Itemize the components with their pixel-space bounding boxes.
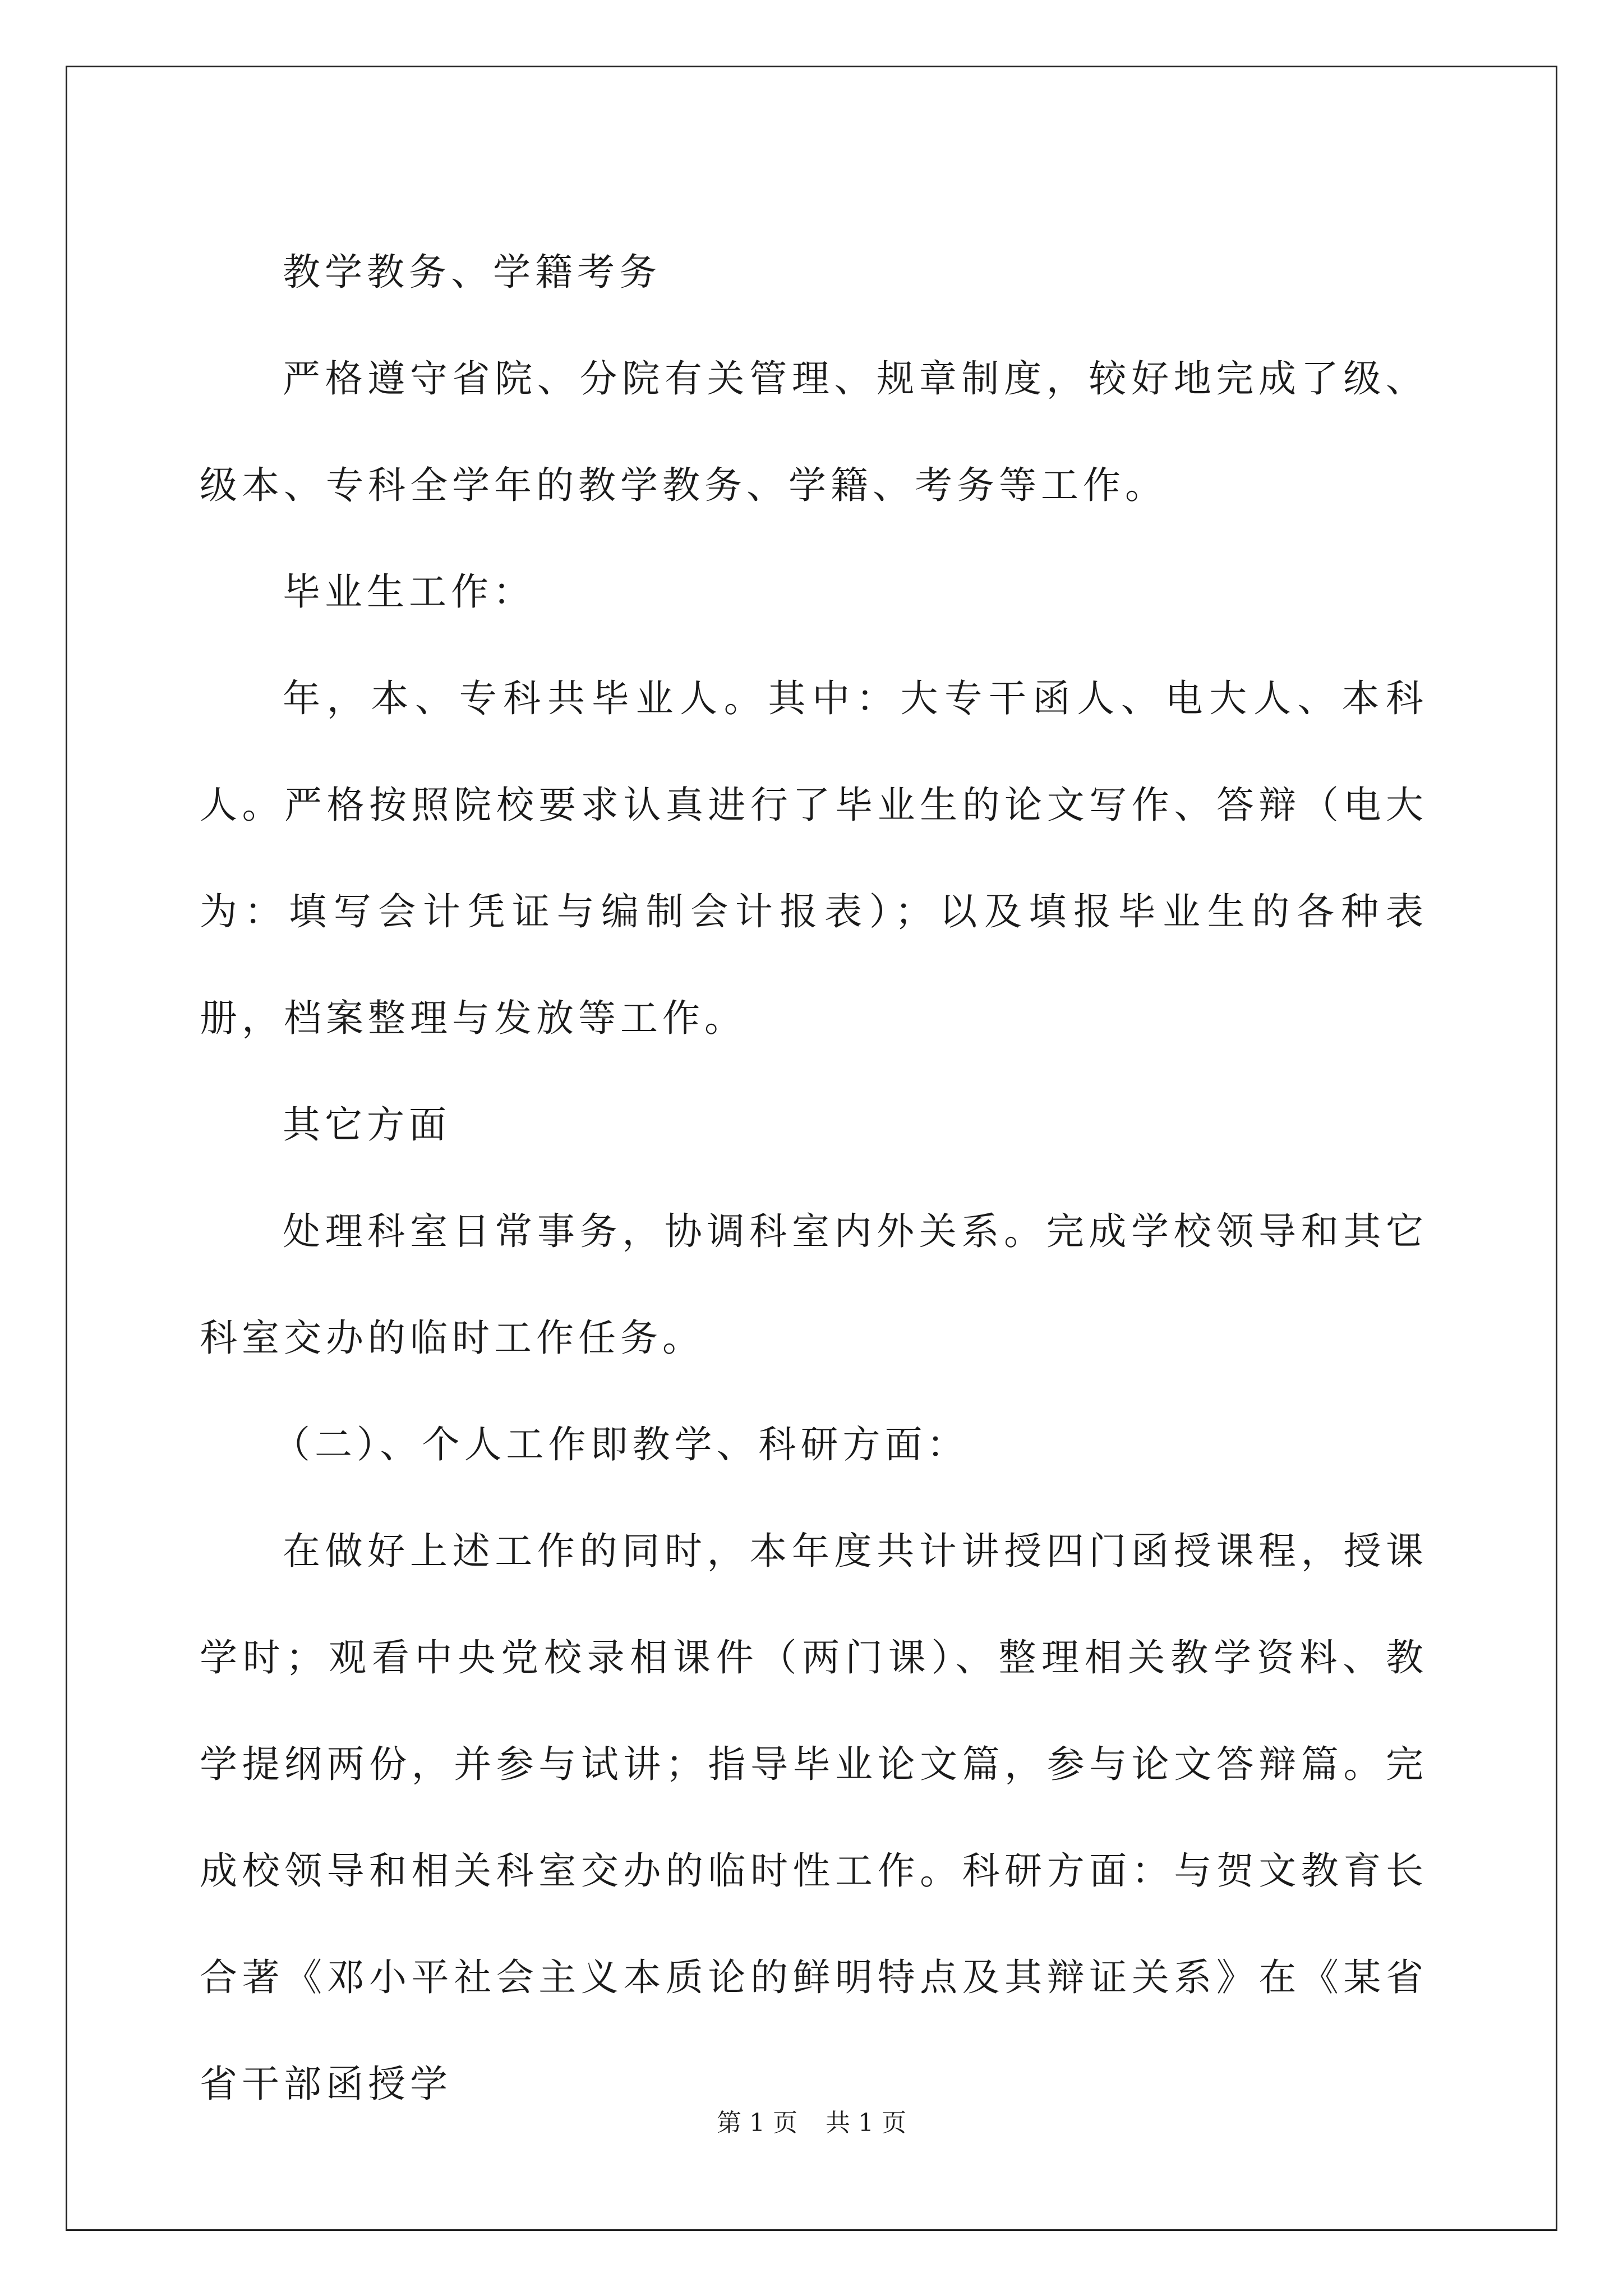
- subsection-heading-personal-work: （二）、个人工作即教学、科研方面：: [273, 1423, 969, 1466]
- paragraph-teaching-affairs: 严格遵守省院、分院有关管理、规章制度，较好地完成了级、级本、专科全学年的教学教务、学籍、考务等工作。: [200, 357, 1428, 507]
- paragraph-graduates: 年，本、专科共毕业人。其中：大专干函人、电大人、本科人。严格按照院校要求认真进行了毕业生的论文写作、答辩（电大为：填写会计凭证与编制会计报表）；以及填报毕业生的各种表册，档案整理与发放等工作。: [200, 677, 1428, 1040]
- section-heading-graduates: 毕业生工作：: [283, 570, 535, 614]
- section-heading-other: 其它方面: [283, 1103, 451, 1147]
- page-total: 共 1 页: [826, 2109, 906, 2137]
- document-body: [200, 219, 1428, 2137]
- paragraph-other: 处理科室日常事务，协调科室内外关系。完成学校领导和其它科室交办的临时工作任务。: [200, 1209, 1428, 1360]
- page-number: 第 1 页: [717, 2109, 797, 2137]
- page-footer: [0, 2106, 1623, 2140]
- paragraph-personal-work: 在做好上述工作的同时，本年度共计讲授四门函授课程，授课学时；观看中央党校录相课件（两门课）、整理相关教学资料、教学提纲两份，并参与试讲；指导毕业论文篇，参与论文答辩篇。完成校领导和相关科室交办的临时性工作。科研方面：与贺文教育长合著《邓小平社会主义本质论的鲜明特点及其辩证关系》在《某省省干部函授学: [200, 1529, 1428, 2106]
- section-heading-teaching-affairs: 教学教务、学籍考务: [283, 250, 661, 294]
